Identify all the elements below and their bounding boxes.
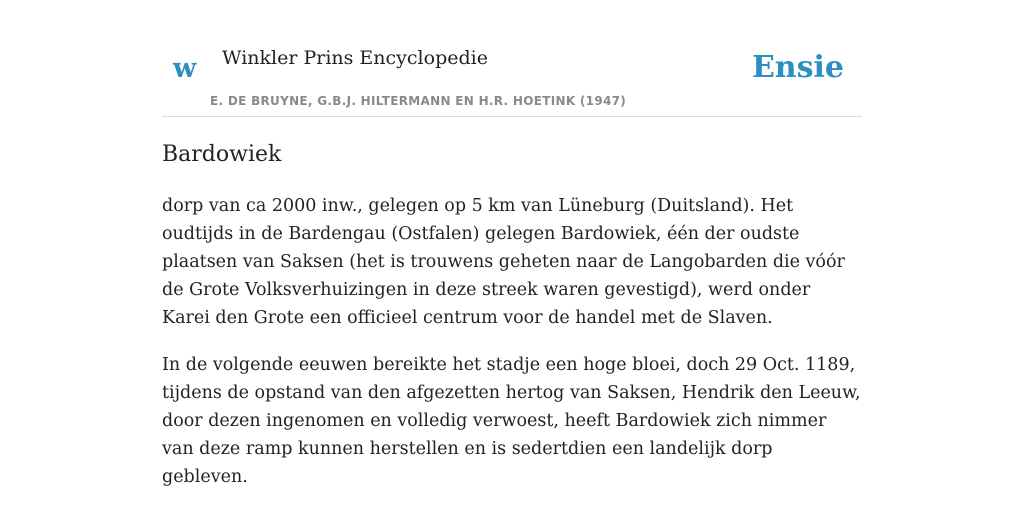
article-paragraph: dorp van ca 2000 inw., gelegen op 5 km van Lüneburg (Duitsland). Het oudtijds in de Bardengau (Ostfalen) gelegen Bardowiek, één der oudste plaatsen van Saksen (het is trouwens geheten naar de Langobarden die vóór de Grote Volksverhuizingen in deze streek waren gevestigd), werd onder Karei den Grote een officieel centrum voor de handel met de Slaven. xyxy=(162,196,845,328)
article-body xyxy=(162,192,862,510)
publication-title[interactable]: Winkler Prins Encyclopedie xyxy=(222,47,488,69)
encyclopedia-logo[interactable]: w xyxy=(173,53,197,84)
publication-authors: E. DE BRUYNE, G.B.J. HILTERMANN EN H.R. HOETINK (1947) xyxy=(210,94,627,108)
article-title: Bardowiek xyxy=(162,142,282,167)
article-paragraph: In de volgende eeuwen bereikte het stadje een hoge bloei, doch 29 Oct. 1189, tijdens de opstand van den afgezetten hertog van Saksen, Hendrik den Leeuw, door dezen ingenomen en volledig verwoest, heeft Bardowiek zich nimmer van deze ramp kunnen herstellen en is sedertdien een landelijk dorp gebleven. xyxy=(162,355,861,487)
site-header xyxy=(162,0,862,117)
ensie-brand-logo[interactable]: Ensie xyxy=(751,50,844,85)
